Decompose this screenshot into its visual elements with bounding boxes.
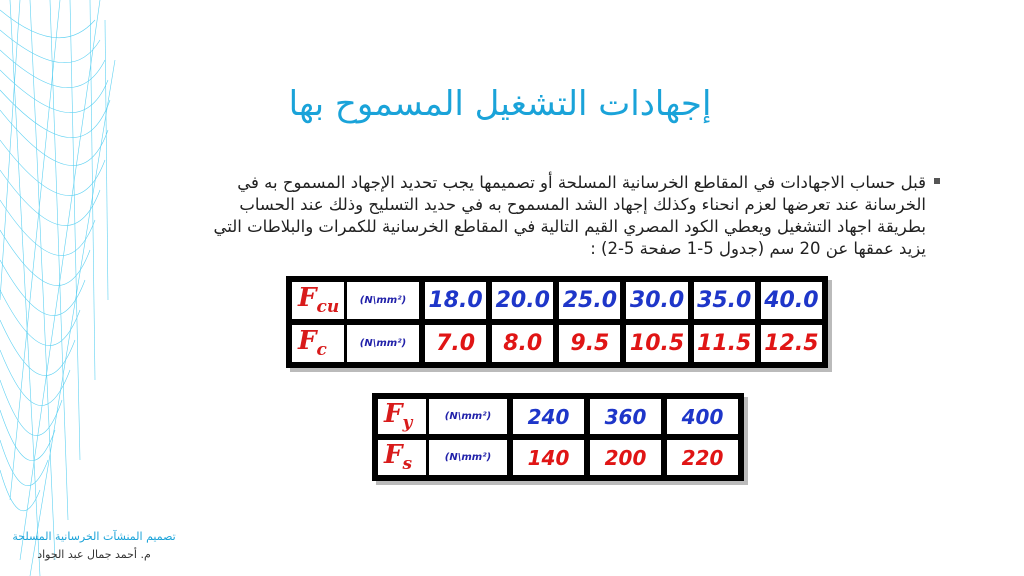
value-cell: 12.5: [758, 322, 825, 365]
symbol-fc: [289, 322, 347, 365]
value-cell: 140: [510, 437, 587, 478]
symbol-subscript: c: [316, 340, 327, 361]
value-cell: 35.0: [691, 279, 758, 322]
symbol-fcu: [289, 279, 347, 322]
value-cell: 10.5: [623, 322, 690, 365]
unit-cell: (N\mm²): [347, 322, 422, 365]
table-row-fs: [375, 437, 741, 478]
value-cell: 240: [510, 396, 587, 437]
decorative-wireframe-graphic: [0, 0, 120, 576]
value-cell: 400: [664, 396, 741, 437]
value-cell: 220: [664, 437, 741, 478]
footer-course-title: تصميم المنشآت الخرسانية المسلحة: [12, 530, 176, 543]
value-cell: 8.0: [489, 322, 556, 365]
value-cell: 11.5: [691, 322, 758, 365]
symbol-fy: [375, 396, 429, 437]
value-cell: 40.0: [758, 279, 825, 322]
value-cell: 200: [587, 437, 664, 478]
value-cell: 20.0: [489, 279, 556, 322]
value-cell: 360: [587, 396, 664, 437]
slide-title: إجهادات التشغيل المسموح بها: [288, 84, 712, 124]
value-cell: 9.5: [556, 322, 623, 365]
table-row-fc: [289, 322, 825, 365]
symbol-subscript: y: [402, 413, 413, 434]
symbol-subscript: cu: [316, 297, 340, 318]
value-cell: 7.0: [422, 322, 489, 365]
symbol-letter: F: [384, 399, 403, 430]
table-row-fy: [375, 396, 741, 437]
table-row-fcu: [289, 279, 825, 322]
symbol-letter: F: [384, 440, 403, 471]
unit-cell: (N\mm²): [429, 396, 510, 437]
value-cell: 30.0: [623, 279, 690, 322]
steel-stress-table: [372, 393, 744, 481]
unit-cell: (N\mm²): [347, 279, 422, 322]
symbol-letter: F: [298, 326, 317, 357]
symbol-subscript: s: [402, 454, 413, 475]
footer-author: م. أحمد جمال عبد الجواد: [37, 548, 151, 561]
value-cell: 25.0: [556, 279, 623, 322]
bullet-marker: [934, 178, 940, 184]
symbol-fs: [375, 437, 429, 478]
symbol-letter: F: [298, 283, 317, 314]
concrete-stress-table: [286, 276, 828, 368]
value-cell: 18.0: [422, 279, 489, 322]
slide-paragraph: قبل حساب الاجهادات في المقاطع الخرسانية المسلحة أو تصميمها يجب تحديد الإجهاد المسموح به في الخرسانة عند تعرضها لعزم انحناء وكذلك إجهاد الشد المسموح به في حديد التسليح وذلك عند الحساب بطريقة اجهاد التشغيل ويعطي الكود المصري القيم التالية في المقاطع الخرسانية للكمرات والبلاطات التي يزيد عمقها عن 20 سم (جدول 5-1 صفحة 5-2) :: [213, 173, 926, 258]
unit-cell: (N\mm²): [429, 437, 510, 478]
